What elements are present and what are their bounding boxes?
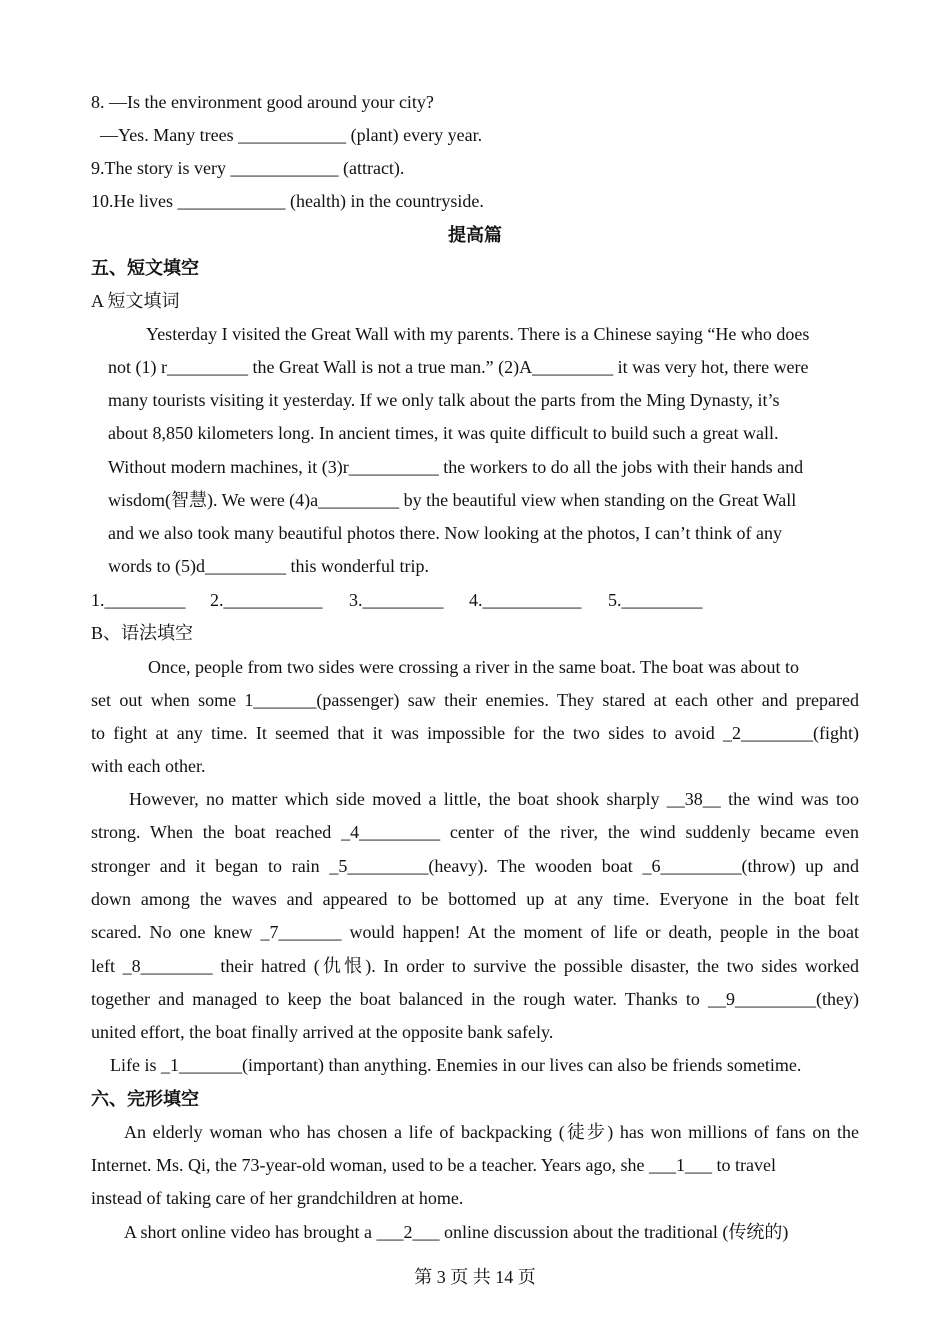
cloze-line: A short online video has brought a ___2___ online discussion about the traditional (传统的) — [124, 1222, 789, 1242]
question-10: 10.He lives ____________ (health) in the countryside. — [91, 191, 484, 211]
part-b-line: Once, people from two sides were crossing a river in the same boat. The boat was about to — [148, 657, 799, 677]
page-footer: 第 3 页 共 14 页 — [414, 1267, 536, 1287]
section-title: 提高篇 — [448, 225, 502, 245]
cloze-line: instead of taking care of her grandchildren at home. — [91, 1188, 464, 1208]
cloze-line: An elderly woman who has chosen a life of backpacking (徒步) has won millions of fans on the — [124, 1122, 859, 1142]
part-b-line: strong. When the boat reached _4_________ center of the river, the wind suddenly became even — [91, 822, 859, 842]
part-a-line: and we also took many beautiful photos there. Now looking at the photos, I can’t think of any — [108, 523, 783, 543]
answer-blank-4: 4.___________ — [469, 590, 582, 610]
part-b-line: scared. No one knew _7_______ would happen! At the moment of life or death, people in the boat — [91, 922, 859, 942]
part-b-line: together and managed to keep the boat balanced in the rough water. Thanks to __9_________(they) — [91, 989, 859, 1009]
answer-blank-1: 1._________ — [91, 590, 186, 610]
answer-blank-2: 2.___________ — [210, 590, 323, 610]
answer-blank-3: 3._________ — [349, 590, 444, 610]
question-8-answer-line: —Yes. Many trees ____________ (plant) every year. — [100, 125, 483, 145]
question-9: 9.The story is very ____________ (attract). — [91, 158, 405, 178]
part-a-line: about 8,850 kilometers long. In ancient times, it was quite difficult to build such a great wall. — [108, 423, 779, 443]
part-a-line: words to (5)d_________ this wonderful trip. — [108, 556, 429, 576]
part-a-line: wisdom(智慧). We were (4)a_________ by the beautiful view when standing on the Great Wall — [108, 490, 797, 510]
part-b-line: Life is _1_______(important) than anything. Enemies in our lives can also be friends sometime. — [110, 1055, 802, 1075]
part-a-line: Without modern machines, it (3)r__________ the workers to do all the jobs with their hands and — [108, 457, 804, 477]
part-b-line: left _8________ their hatred (仇恨). In order to survive the possible disaster, the two sides worked — [91, 956, 859, 976]
part-b-line: with each other. — [91, 756, 206, 776]
part-b-line: down among the waves and appeared to be bottomed up at any time. Everyone in the boat felt — [91, 889, 859, 909]
part-b-line: united effort, the boat finally arrived at the opposite bank safely. — [91, 1022, 554, 1042]
part-b-line: set out when some 1_______(passenger) saw their enemies. They stared at each other and prepared — [91, 690, 859, 710]
part-a-line: many tourists visiting it yesterday. If we only talk about the parts from the Ming Dynasty, it’s — [108, 390, 780, 410]
part-b-heading: B、语法填空 — [91, 623, 194, 643]
section-6-heading: 六、完形填空 — [91, 1089, 199, 1109]
part-a-heading: A 短文填词 — [91, 291, 180, 311]
part-b-line: stronger and it began to rain _5_________(heavy). The wooden boat _6_________(throw) up and — [91, 856, 859, 876]
part-a-line: Yesterday I visited the Great Wall with my parents. There is a Chinese saying “He who does — [146, 324, 810, 344]
part-a-line: not (1) r_________ the Great Wall is not a true man.” (2)A_________ it was very hot, there were — [108, 357, 809, 377]
question-8-prompt: 8. —Is the environment good around your city? — [91, 92, 434, 112]
answer-blank-5: 5._________ — [608, 590, 703, 610]
part-b-line: However, no matter which side moved a little, the boat shook sharply __38__ the wind was too — [129, 789, 859, 809]
cloze-line: Internet. Ms. Qi, the 73-year-old woman, used to be a teacher. Years ago, she ___1___ to travel — [91, 1155, 776, 1175]
part-b-line: to fight at any time. It seemed that it was impossible for the two sides to avoid _2________(fight) — [91, 723, 859, 743]
section-5-heading: 五、短文填空 — [91, 258, 199, 278]
